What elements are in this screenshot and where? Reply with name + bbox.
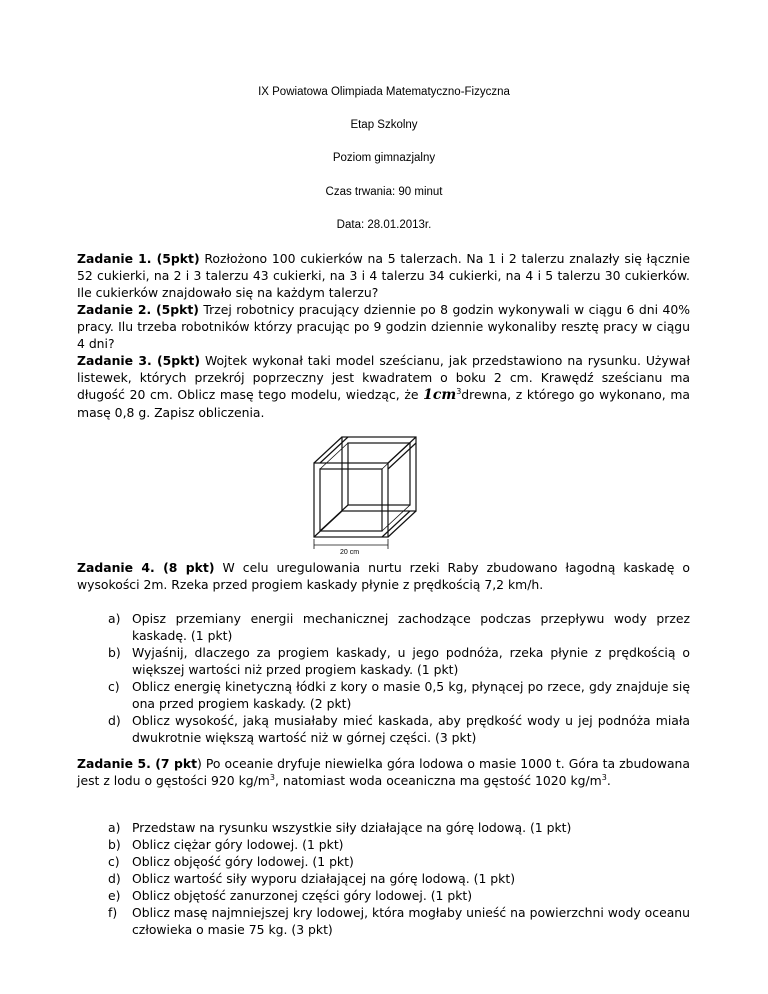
cube-back-face-inner: [348, 443, 410, 505]
task-2-text: Trzej robotnicy pracujący dziennie po 8 godzin wykonywali w ciągu 6 dni 40% pracy. Ilu trzeba robotników którzy pracując po 9 godzin dziennie wykonaliby resztę pracy w ciągu 4 dni?: [77, 302, 690, 351]
list-item: [108, 610, 690, 644]
list-item-text: Oblicz masę najmniejszej kry lodowej, która mogłaby unieść na powierzchni wody oceanu człowieka o masie 75 kg. (3 pkt): [132, 905, 690, 937]
density-exponent-2: 3: [601, 772, 607, 782]
task-4-subtasks: [108, 610, 690, 746]
task-5-subtasks: [108, 819, 690, 938]
list-marker: e): [108, 888, 121, 903]
list-marker: f): [108, 905, 118, 920]
list-item-text: Wyjaśnij, dlaczego za progiem kaskady, u jego podnóża, rzeka płynie z prędkością o większej wartości niż przed progiem kaskady. (1 pkt): [132, 645, 690, 677]
list-item-text: Oblicz wartość siły wyporu działającej na górę lodową. (1 pkt): [132, 871, 516, 886]
list-marker: a): [108, 820, 121, 835]
list-item: [108, 819, 690, 836]
list-item-text: Oblicz ciężar góry lodowej. (1 pkt): [132, 837, 344, 852]
task-4-text: W celu uregulowania nurtu rzeki Raby zbudowano łagodną kaskadę o wysokości 2m. Rzeka przed progiem kaskady płynie z prędkością 7,2 km/h.: [77, 560, 690, 592]
list-item: [108, 887, 690, 904]
document-level: Poziom gimnazjalny: [332, 152, 436, 164]
task-4-heading: Zadanie 4. (8 pkt): [77, 560, 215, 575]
task-5-heading: Zadanie 5. (7 pkt: [77, 756, 197, 771]
task-3-heading: Zadanie 3. (5pkt): [77, 353, 200, 368]
task-5: [77, 755, 690, 789]
document-duration: Czas trwania: 90 minut: [325, 186, 443, 198]
volume-formula: 1cm: [423, 387, 457, 403]
list-item: [108, 853, 690, 870]
volume-formula-exponent: 3: [456, 386, 462, 396]
list-item: [108, 678, 690, 712]
document-stage: Etap Szkolny: [350, 119, 418, 131]
list-item: [108, 904, 690, 938]
task-3-text-continued: drewna, z którego go wykonano, ma masę 0,8 g. Zapisz obliczenia.: [77, 387, 690, 420]
list-item-text: Opisz przemiany energii mechanicznej zachodzące podczas przepływu wody przez kaskadę. (1 pkt): [132, 611, 690, 643]
task-1: [77, 250, 690, 301]
list-marker: b): [108, 837, 121, 852]
task-5-text: ) Po oceanie dryfuje niewielka góra lodowa o masie 1000 t. Góra ta zbudowana jest z lodu o gęstości 920 kg/m: [77, 756, 690, 788]
task-2: [77, 301, 690, 352]
list-item: [108, 836, 690, 853]
list-marker: c): [108, 679, 120, 694]
task-3-text: Wojtek wykonał taki model sześcianu, jak przedstawiono na rysunku. Używał listewek, których przekrój poprzeczny jest kwadratem o boku 2 cm. Krawędź sześcianu ma długość 20 cm. Oblicz masę tego modelu, wiedząc, że: [77, 353, 690, 402]
task-5-text-end: .: [606, 773, 611, 788]
task-4: [77, 559, 690, 593]
dimension-label: 20 cm: [340, 549, 360, 555]
task-2-heading: Zadanie 2. (5pkt): [77, 302, 199, 317]
list-item-text: Przedstaw na rysunku wszystkie siły działające na górę lodową. (1 pkt): [132, 820, 572, 835]
list-marker: a): [108, 611, 121, 626]
list-item: [108, 870, 690, 887]
task-5-text-continued: , natomiast woda oceaniczna ma gęstość 1020 kg/m: [274, 773, 602, 788]
density-exponent-1: 3: [269, 772, 275, 782]
list-item: [108, 644, 690, 678]
task-3: [77, 352, 690, 421]
list-marker: c): [108, 854, 120, 869]
list-marker: d): [108, 713, 121, 728]
list-item-text: Oblicz energię kinetyczną łódki z kory o masie 0,5 kg, płynącej po rzece, gdy znajduje się ona przed progiem kaskady. (2 pkt): [132, 679, 690, 711]
list-item-text: Oblicz objęość góry lodowej. (1 pkt): [132, 854, 354, 869]
list-item-text: Oblicz objętość zanurzonej części góry lodowej. (1 pkt): [132, 888, 473, 903]
cube-frame-figure: [312, 435, 422, 555]
list-marker: d): [108, 871, 121, 886]
document-title: IX Powiatowa Olimpiada Matematyczno-Fizyczna: [258, 86, 510, 98]
list-marker: b): [108, 645, 121, 660]
task-1-text: Rozłożono 100 cukierków na 5 talerzach. Na 1 i 2 talerzu znalazły się łącznie 52 cukierki, na 2 i 3 talerzu 43 cukierki, na 3 i 4 talerzu 34 cukierki, na 4 i 5 talerzu 30 cukierków. Ile cukierków znajdowało się na każdym talerzu?: [77, 251, 690, 300]
document-date: Data: 28.01.2013r.: [336, 219, 432, 231]
list-item-text: Oblicz wysokość, jaką musiałaby mieć kaskada, aby prędkość wody u jej podnóża miała dwukrotnie większą wartość niż w górnej części. (3 pkt): [132, 713, 690, 745]
task-1-heading: Zadanie 1. (5pkt): [77, 251, 200, 266]
list-item: [108, 712, 690, 746]
